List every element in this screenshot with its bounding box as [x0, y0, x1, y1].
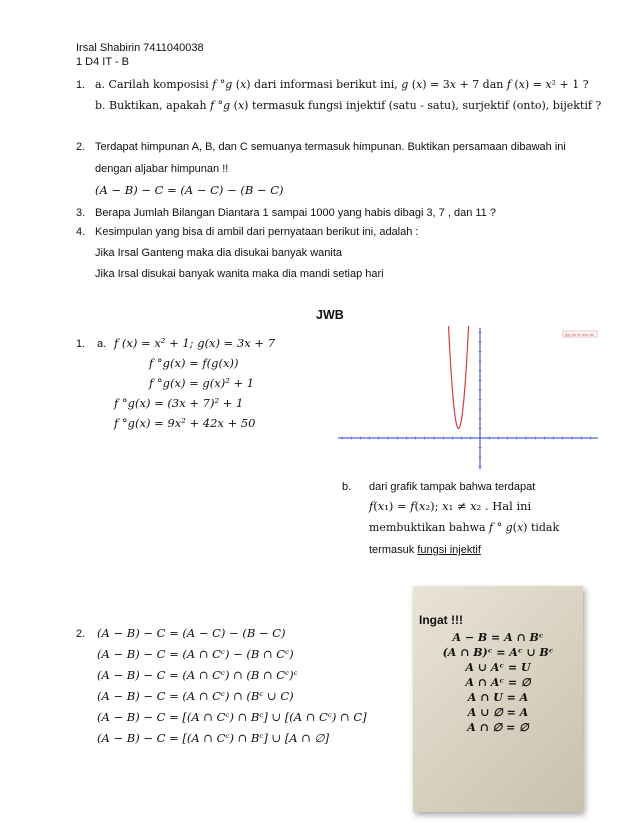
- answer-1a-line-5: 𝑓 °𝑔(𝑥) = 9𝑥² + 42𝑥 + 50: [114, 416, 256, 430]
- question-4: Kesimpulan yang bisa di ambil dari pernyataan berikut ini, adalah :: [95, 226, 419, 238]
- reminder-rule-5: 𝑨 ∩ 𝑼 = 𝑨: [467, 691, 529, 704]
- class-label: 1 D4 IT - B: [76, 56, 129, 68]
- question-2-line-1: Terdapat himpunan A, B, dan C semuanya termasuk himpunan. Buktikan persamaan dibawah ini: [95, 141, 566, 153]
- question-4-statement-1: Jika Irsal Ganteng maka dia disukai banyak wanita: [95, 247, 343, 259]
- question-2-equation: (𝐴 − 𝐵) − 𝐶 = (𝐴 − 𝐶) − (𝐵 − 𝐶): [95, 183, 284, 197]
- answer-2-line-3: (𝐴 − 𝐵) − 𝐶 = (𝐴 ∩ 𝐶ᶜ) ∩ (𝐵 ∩ 𝐶ᶜ)ᶜ: [97, 668, 298, 682]
- reminder-rule-1: 𝑨 − 𝑩 = 𝑨 ∩ 𝑩ᶜ: [452, 631, 544, 644]
- reminder-title: Ingat !!!: [419, 613, 463, 627]
- answer-1a-line-2: 𝑓 °𝑔(𝑥) = 𝑓(𝑔(𝑥)): [149, 356, 239, 370]
- injective-term: fungsi injektif: [417, 544, 481, 556]
- question-2-line-2: dengan aljabar himpunan !!: [95, 163, 229, 175]
- answer-2-number: 2.: [76, 628, 86, 640]
- question-1b: b. Buktikan, apakah 𝑓 °𝑔 (𝑥) termasuk fungsi injektif (satu - satu), surjektif (onto), bijektif ?: [95, 99, 602, 112]
- answer-1a-line-4: 𝑓 °𝑔(𝑥) = (3𝑥 + 7)² + 1: [114, 396, 244, 410]
- reminder-rule-3: 𝑨 ∪ 𝑨ᶜ = 𝑼: [465, 661, 531, 674]
- answer-1b-line-1: dari grafik tampak bahwa terdapat: [369, 481, 536, 493]
- reminder-rule-6: 𝑨 ∪ ∅ = 𝑨: [467, 706, 529, 719]
- reminder-rule-7: 𝑨 ∩ ∅ = ∅: [467, 721, 529, 734]
- answer-1b-line-3: membuktikan bahwa 𝑓 ° 𝑔(𝑥) tidak: [369, 521, 560, 534]
- reminder-box: [413, 586, 583, 812]
- answer-1b-label: b.: [342, 481, 352, 493]
- answer-1-number: 1.: [76, 338, 86, 350]
- question-1a: a. Carilah komposisi 𝑓 °𝑔 (𝑥) dari informasi berikut ini, 𝑔 (𝑥) = 3𝑥 + 7 dan 𝑓 (𝑥) = 𝑥² + 1 ?: [95, 78, 589, 91]
- question-4-number: 4.: [76, 226, 86, 238]
- answer-1b-line-2: 𝑓(𝑥₁) = 𝑓(𝑥₂); 𝑥₁ ≠ 𝑥₂ . Hal ini: [369, 499, 532, 513]
- question-3-number: 3.: [76, 207, 86, 219]
- reminder-rule-2: (𝑨 ∩ 𝑩)ᶜ = 𝑨ᶜ ∪ 𝑩ᶜ: [442, 646, 554, 659]
- answer-1a-line-1: 𝑓 (𝑥) = 𝑥² + 1; 𝑔(𝑥) = 3𝑥 + 7: [114, 336, 276, 350]
- answer-1a-label: a.: [97, 338, 107, 350]
- answer-2-line-5: (𝐴 − 𝐵) − 𝐶 = [(𝐴 ∩ 𝐶ᶜ) ∩ 𝐵ᶜ] ∪ [(𝐴 ∩ 𝐶ᶜ) ∩ 𝐶]: [97, 710, 367, 724]
- question-1-number: 1.: [76, 79, 86, 91]
- answers-title: JWB: [316, 308, 344, 322]
- answer-2-line-4: (𝐴 − 𝐵) − 𝐶 = (𝐴 ∩ 𝐶ᶜ) ∩ (𝐵ᶜ ∪ 𝐶): [97, 689, 294, 703]
- graph-legend-label: f(x)=9x^2+42x+50: [565, 333, 594, 337]
- question-3: Berapa Jumlah Bilangan Diantara 1 sampai 1000 yang habis dibagi 3, 7 , dan 11 ?: [95, 207, 496, 219]
- question-2-number: 2.: [76, 141, 86, 153]
- answer-1b-line-4-prefix: termasuk: [369, 544, 418, 556]
- answer-2-line-1: (𝐴 − 𝐵) − 𝐶 = (𝐴 − 𝐶) − (𝐵 − 𝐶): [97, 626, 286, 640]
- answer-2-line-6: (𝐴 − 𝐵) − 𝐶 = [(𝐴 ∩ 𝐶ᶜ) ∩ 𝐵ᶜ] ∪ [𝐴 ∩ ∅]: [97, 731, 330, 745]
- function-graph: [338, 326, 600, 471]
- answer-2-line-2: (𝐴 − 𝐵) − 𝐶 = (𝐴 ∩ 𝐶ᶜ) − (𝐵 ∩ 𝐶ᶜ): [97, 647, 294, 661]
- answer-1b-line-4: [369, 543, 481, 557]
- question-4-statement-2: Jika Irsal disukai banyak wanita maka dia mandi setiap hari: [95, 268, 384, 280]
- author-name: Irsal Shabirin 7411040038: [76, 42, 204, 54]
- reminder-rule-4: 𝑨 ∩ 𝑨ᶜ = ∅: [465, 676, 531, 689]
- answer-1a-line-3: 𝑓 °𝑔(𝑥) = 𝑔(𝑥)² + 1: [149, 376, 255, 390]
